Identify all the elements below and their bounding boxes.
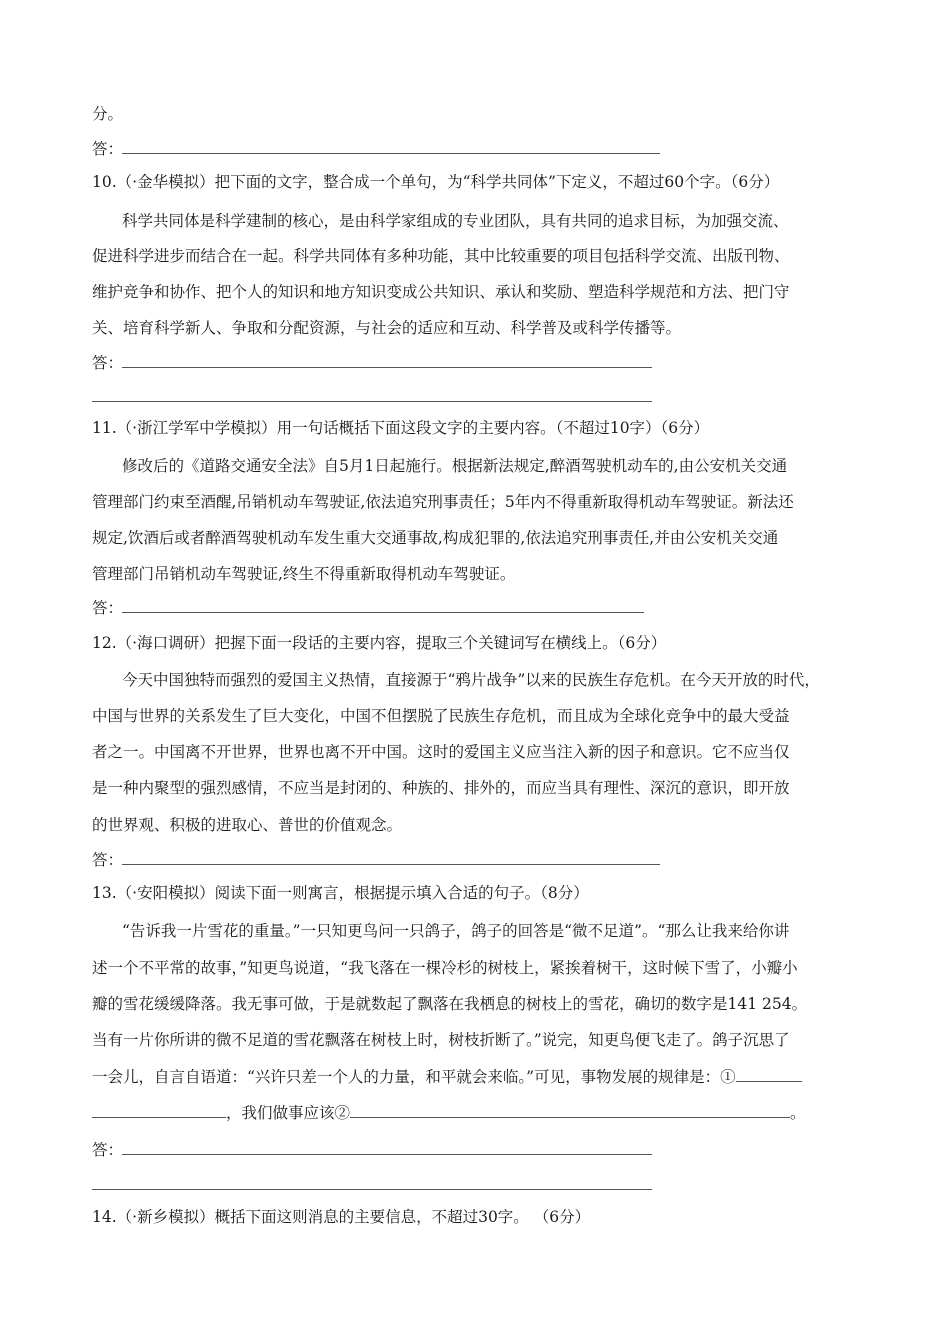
question-10-text: 关、培育科学新人、争取和分配资源，与社会的适应和互动、科学普及或科学传播等。 (92, 319, 682, 337)
answer-label: 答： (92, 851, 124, 869)
question-13-text-part: ，我们做事应该② (226, 1104, 351, 1122)
question-13-text: 当有一片你所讲的微不足道的雪花飘落在树枝上时，树枝折断了。”说完，知更鸟便飞走了。鸽子沉思了 (92, 1031, 790, 1049)
question-13-text: “告诉我一片雪花的重量。”一只知更鸟问一只鸽子，鸽子的回答是“微不足道”。“那么让我来给你讲 (122, 922, 790, 940)
answer-line[interactable] (92, 401, 652, 402)
question-12-text: 者之一。中国离不开世界，世界也离不开中国。这时的爱国主义应当注入新的因子和意识。它不应当仅 (92, 743, 790, 761)
question-13-text-part: 一会儿，自言自语道：“兴许只差一个人的力量，和平就会来临。”可见，事物发展的规律是：① (92, 1068, 736, 1086)
question-11-text: 管理部门约束至酒醒,吊销机动车驾驶证,依法追究刑事责任；5年内不得重新取得机动车驾驶证。新法还 (92, 493, 794, 511)
question-12-title: 12.（·海口调研）把握下面一段话的主要内容，提取三个关键词写在横线上。（6分） (92, 634, 667, 652)
answer-line[interactable] (122, 864, 660, 865)
question-11-text: 规定,饮酒后或者醉酒驾驶机动车发生重大交通事故,构成犯罪的,依法追究刑事责任,并由公安机关交通 (92, 529, 779, 547)
question-13-text: 瓣的雪花缓缓降落。我无事可做，于是就数起了飘落在我栖息的树枝上的雪花，确切的数字是141 254。 (92, 995, 808, 1013)
question-13-title: 13.（·安阳模拟）阅读下面一则寓言，根据提示填入合适的句子。（8分） (92, 884, 589, 902)
question-13-text (92, 1103, 806, 1123)
answer-label: 答： (92, 354, 124, 372)
answer-line[interactable] (122, 1154, 652, 1155)
answer-label: 答： (92, 140, 124, 158)
question-10-title: 10.（·金华模拟）把下面的文字，整合成一个单句，为“科学共同体”下定义，不超过60个字。（6分） (92, 173, 780, 191)
text-line: 分。 (92, 105, 124, 123)
question-11-text: 管理部门吊销机动车驾驶证,终生不得重新取得机动车驾驶证。 (92, 565, 516, 583)
question-12-text: 的世界观、积极的进取心、普世的价值观念。 (92, 816, 403, 834)
question-13-text-part: 。 (790, 1104, 806, 1122)
question-10-text: 促进科学进步而结合在一起。科学共同体有多种功能，其中比较重要的项目包括科学交流、出版刊物、 (92, 247, 790, 265)
question-12-text: 中国与世界的关系发生了巨大变化，中国不但摆脱了民族生存危机，而且成为全球化竞争中的最大受益 (92, 707, 790, 725)
answer-label: 答： (92, 599, 124, 617)
answer-label: 答： (92, 1141, 124, 1159)
answer-line[interactable] (122, 153, 660, 154)
fill-blank-1-cont[interactable] (92, 1103, 226, 1118)
question-14-title: 14.（·新乡模拟）概括下面这则消息的主要信息，不超过30字。 （6分） (92, 1208, 591, 1226)
question-12-text: 是一种内聚型的强烈感情，不应当是封闭的、种族的、排外的，而应当具有理性、深沉的意识，即开放 (92, 779, 790, 797)
question-11-title: 11.（·浙江学军中学模拟）用一句话概括下面这段文字的主要内容。（不超过10字）（6分） (92, 419, 710, 437)
answer-line[interactable] (122, 612, 644, 613)
question-13-text: 述一个不平常的故事，”知更鸟说道，“我飞落在一棵冷杉的树枝上，紧挨着树干，这时候下雪了，小瓣小 (92, 959, 798, 977)
question-13-text (92, 1067, 802, 1087)
answer-line[interactable] (122, 367, 652, 368)
fill-blank-2[interactable] (350, 1103, 790, 1118)
question-11-text: 修改后的《道路交通安全法》自5月1日起施行。根据新法规定,醉酒驾驶机动车的,由公安机关交通 (122, 457, 788, 475)
answer-line[interactable] (92, 1189, 652, 1190)
question-10-text: 科学共同体是科学建制的核心，是由科学家组成的专业团队，具有共同的追求目标，为加强交流、 (122, 212, 789, 230)
question-10-text: 维护竞争和协作、把个人的知识和地方知识变成公共知识、承认和奖励、塑造科学规范和方法、把门守 (92, 283, 790, 301)
question-12-text: 今天中国独特而强烈的爱国主义热情，直接源于“鸦片战争”以来的民族生存危机。在今天开放的时代， (122, 671, 820, 689)
fill-blank-1[interactable] (736, 1067, 802, 1082)
